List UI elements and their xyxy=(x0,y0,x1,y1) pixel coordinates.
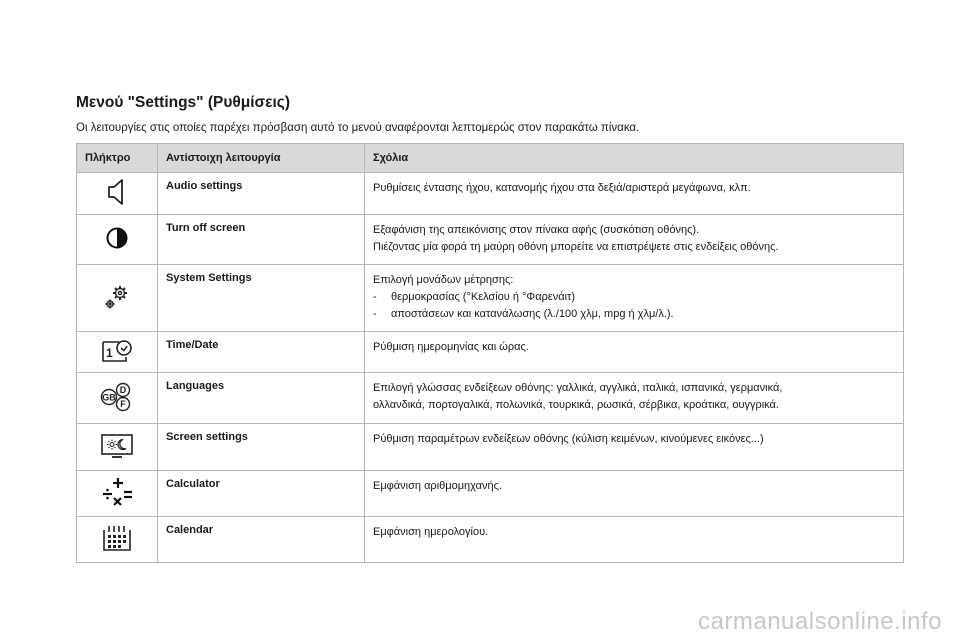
svg-text:1: 1 xyxy=(106,345,113,360)
function-name: Screen settings xyxy=(158,424,365,471)
table-row xyxy=(77,265,904,332)
svg-text:D: D xyxy=(119,384,127,395)
svg-text:GB: GB xyxy=(102,392,116,402)
comment-text: ολλανδικά, πορτογαλικά, πολωνικά, τουρκικά, ρωσικά, σέρβικα, κροάτικα, ουγγρικά. xyxy=(373,399,779,411)
comment-text: Ρύθμιση παραμέτρων ενδείξεων οθόνης (κύλιση κειμένων, κινούμενες εικόνες...) xyxy=(373,433,764,445)
key-cell xyxy=(77,265,158,332)
calendar-clock-icon xyxy=(100,337,134,368)
key-cell xyxy=(77,517,158,563)
comment-text: Πιέζοντας μία φορά τη μαύρη οθόνη μπορείτε να επιστρέψετε στις ενδείξεις οθόνης. xyxy=(373,241,779,253)
bullet-item: - αποστάσεων και κατανάλωσης (λ./100 χλμ, mpg ή χλμ/λ.). xyxy=(373,308,674,320)
function-name: Time/Date xyxy=(158,332,365,373)
table-row xyxy=(77,173,904,215)
settings-table xyxy=(76,143,904,563)
comment-cell xyxy=(365,173,904,215)
function-name: Calculator xyxy=(158,471,365,517)
function-name: Languages xyxy=(158,373,365,424)
column-header-key: Πλήκτρο xyxy=(77,144,158,173)
column-header-function: Αντίστοιχη λειτουργία xyxy=(158,144,365,173)
table-header-row xyxy=(77,144,904,173)
comment-text: Εμφάνιση ημερολογίου. xyxy=(373,526,489,538)
key-cell xyxy=(77,332,158,373)
comment-cell xyxy=(365,373,904,424)
function-name: Turn off screen xyxy=(158,215,365,265)
bullet-text: θερμοκρασίας (°Κελσίου ή °Φαρενάιτ) xyxy=(391,291,576,303)
comment-text: Επιλογή γλώσσας ενδείξεων οθόνης: γαλλικά, αγγλικά, ιταλικά, ισπανικά, γερμανικά, xyxy=(373,382,783,394)
intro-text: Οι λειτουργίες στις οποίες παρέχει πρόσβαση αυτό το μενού αναφέρονται λεπτομερώς στον παρακάτω πίνακα. xyxy=(76,122,640,134)
function-name: Calendar xyxy=(158,517,365,563)
comment-cell xyxy=(365,471,904,517)
table-row xyxy=(77,332,904,373)
comment-text: Εμφάνιση αριθμομηχανής. xyxy=(373,480,502,492)
calendar-icon xyxy=(101,523,133,556)
comment-text: Εξαφάνιση της απεικόνισης στον πίνακα αφής (συσκότιση οθόνης). xyxy=(373,224,700,236)
comment-cell xyxy=(365,265,904,332)
key-cell xyxy=(77,173,158,215)
comment-text: Επιλογή μονάδων μέτρησης: xyxy=(373,274,514,286)
function-name: System Settings xyxy=(158,265,365,332)
screen-day-night-icon xyxy=(100,432,134,463)
gears-icon xyxy=(103,283,131,314)
svg-text:F: F xyxy=(120,398,126,409)
key-cell xyxy=(77,471,158,517)
comment-cell xyxy=(365,332,904,373)
watermark: carmanualsonline.info xyxy=(698,608,942,635)
comment-text: Ρυθμίσεις έντασης ήχου, κατανομής ήχου στα δεξιά/αριστερά μεγάφωνα, κλπ. xyxy=(373,182,751,194)
comment-cell xyxy=(365,517,904,563)
key-cell xyxy=(77,373,158,424)
function-name: Audio settings xyxy=(158,173,365,215)
table-row xyxy=(77,471,904,517)
table-row xyxy=(77,373,904,424)
bullet-item: - θερμοκρασίας (°Κελσίου ή °Φαρενάιτ) xyxy=(373,291,576,303)
page-title: Μενού "Settings" (Ρυθμίσεις) xyxy=(76,94,291,111)
key-cell xyxy=(77,215,158,265)
half-circle-screen-off-icon xyxy=(105,226,129,253)
comment-text: Ρύθμιση ημερομηνίας και ώρας. xyxy=(373,341,529,353)
calculator-icon xyxy=(99,476,135,511)
bullet-text: αποστάσεων και κατανάλωσης (λ./100 χλμ, mpg ή χλμ/λ.). xyxy=(391,308,674,320)
table-row xyxy=(77,424,904,471)
language-flags-icon xyxy=(99,382,135,415)
comment-cell xyxy=(365,424,904,471)
column-header-comments: Σχόλια xyxy=(365,144,904,173)
table-row xyxy=(77,215,904,265)
comment-cell xyxy=(365,215,904,265)
key-cell xyxy=(77,424,158,471)
table-row xyxy=(77,517,904,563)
speaker-icon xyxy=(106,177,128,210)
